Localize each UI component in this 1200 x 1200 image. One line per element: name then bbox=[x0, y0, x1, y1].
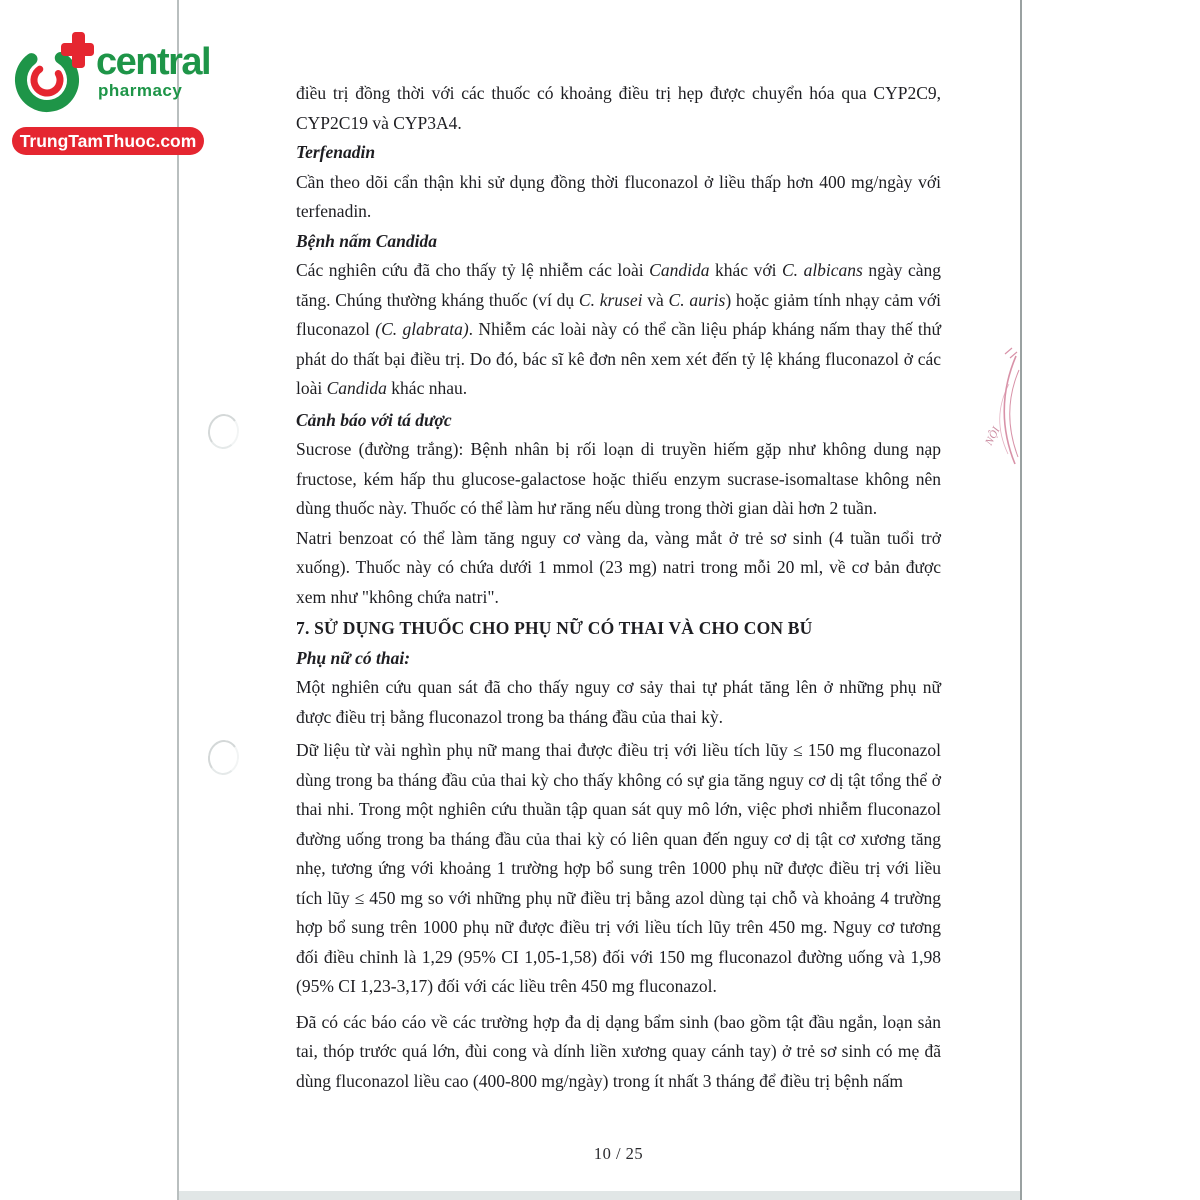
stamp-arcs-icon bbox=[983, 342, 1020, 492]
svg-text:NỘI: NỘI bbox=[983, 425, 1003, 448]
paragraph-pregnancy-observation: Một nghiên cứu quan sát đã cho thấy nguy cơ sảy thai tự phát tăng lên ở những phụ nữ được điều trị bằng fluconazol trong ba tháng đầu của thai kỳ. bbox=[296, 677, 941, 727]
paragraph-cyp-continuation: điều trị đồng thời với các thuốc có khoảng điều trị hẹp được chuyển hóa qua CYP2C9, CYP2C19 và CYP3A4. bbox=[296, 83, 941, 133]
paragraph-pregnancy-data: Dữ liệu từ vài nghìn phụ nữ mang thai được điều trị với liều tích lũy ≤ 150 mg fluconazol dùng trong ba tháng đầu của thai kỳ cho thấy không có sự gia tăng nguy cơ dị tật tổng thể ở thai nhi. Trong một nghiên cứu thuần tập quan sát quy mô lớn, việc phơi nhiễm fluconazol đường uống trong ba tháng đầu của thai kỳ có liên quan đến nguy cơ dị tật cơ xương tăng nhẹ, tương ứng với khoảng 1 trường hợp bổ sung trên 1000 phụ nữ được điều trị với liều tích lũy ≤ 450 mg so với những phụ nữ điều trị bằng azol dùng tại chỗ và khoảng 4 trường hợp bổ sung trên 1000 phụ nữ được điều trị với liều tích lũy trên 450 mg. Nguy cơ tương đối điều chỉnh là 1,29 (95% CI 1,05-1,58) đối với 150 mg fluconazol đường uống và 1,98 (95% CI 1,23-3,17) đối với các liều trên 450 mg fluconazol. bbox=[296, 740, 941, 996]
heading-section-7: 7. SỬ DỤNG THUỐC CHO PHỤ NỮ CÓ THAI VÀ CHO CON BÚ bbox=[296, 618, 813, 638]
central-pharmacy-logo bbox=[10, 24, 212, 155]
document-text-column bbox=[296, 79, 941, 1096]
page-number: 10 / 25 bbox=[593, 1144, 644, 1163]
page-edge-left-line bbox=[177, 0, 179, 1200]
paragraph-natri-benzoat: Natri benzoat có thể làm tăng nguy cơ vàng da, vàng mắt ở trẻ sơ sinh (4 tuần tuổi trở xuống). Thuốc này có chứa dưới 1 mmol (23 mg) natri trong mỗi 20 ml, về cơ bản được xem như "không chứa natri". bbox=[296, 527, 941, 607]
heading-excipient-warning: Cảnh báo với tá dược bbox=[296, 409, 452, 430]
page-bottom-shadow bbox=[179, 1191, 1020, 1200]
heading-pregnant-women: Phụ nữ có thai: bbox=[296, 647, 411, 668]
paragraph-terfenadin: Cần theo dõi cẩn thận khi sử dụng đồng thời fluconazol ở liều thấp hơn 400 mg/ngày với terfenadin. bbox=[296, 171, 941, 221]
paragraph-congenital-reports: Đã có các báo cáo về các trường hợp đa dị dạng bẩm sinh (bao gồm tật đầu ngắn, loạn sản tai, thóp trước quá lớn, đùi cong và dính liền xương quay cánh tay) ở trẻ sơ sinh có mẹ đã dùng fluconazol liều cao (400-800 mg/ngày) trong ít nhất 3 tháng để điều trị bệnh nấm bbox=[296, 1011, 941, 1091]
logo-brand-text: central bbox=[96, 41, 211, 83]
logo-brand-subtext: pharmacy bbox=[98, 81, 183, 100]
paragraph-sucrose: Sucrose (đường trắng): Bệnh nhân bị rối loạn di truyền hiếm gặp như không dung nạp fructose, kém hấp thu glucose-galactose hoặc thiếu enzym sucrase-isomaltase không nên dùng thuốc này. Thuốc có thể làm hư răng nếu dùng trong thời gian dài hơn 2 tuần. bbox=[296, 439, 941, 518]
logo-c-plus-icon bbox=[10, 24, 94, 120]
logo-domain-banner: TrungTamThuoc.com bbox=[12, 127, 204, 155]
page-edge-right-line bbox=[1020, 0, 1022, 1200]
stamp-partial-seal bbox=[983, 342, 1020, 492]
hole-punch-mark bbox=[206, 412, 242, 451]
paragraph-candida: Các nghiên cứu đã cho thấy tỷ lệ nhiễm các loài Candida khác với C. albicans ngày càng tăng. Chúng thường kháng thuốc (ví dụ C. krusei và C. auris) hoặc giảm tính nhạy cảm với fluconazol (C. glabrata). Nhiễm các loài này có thể cần liệu pháp kháng nấm thay thế thứ phát do thất bại điều trị. Do đó, bác sĩ kê đơn nên xem xét đến tỷ lệ kháng fluconazol ở các loài Candida khác nhau. bbox=[296, 260, 941, 398]
heading-terfenadin: Terfenadin bbox=[296, 142, 376, 162]
heading-candida: Bệnh nấm Candida bbox=[296, 230, 438, 251]
hole-punch-mark bbox=[206, 738, 242, 777]
